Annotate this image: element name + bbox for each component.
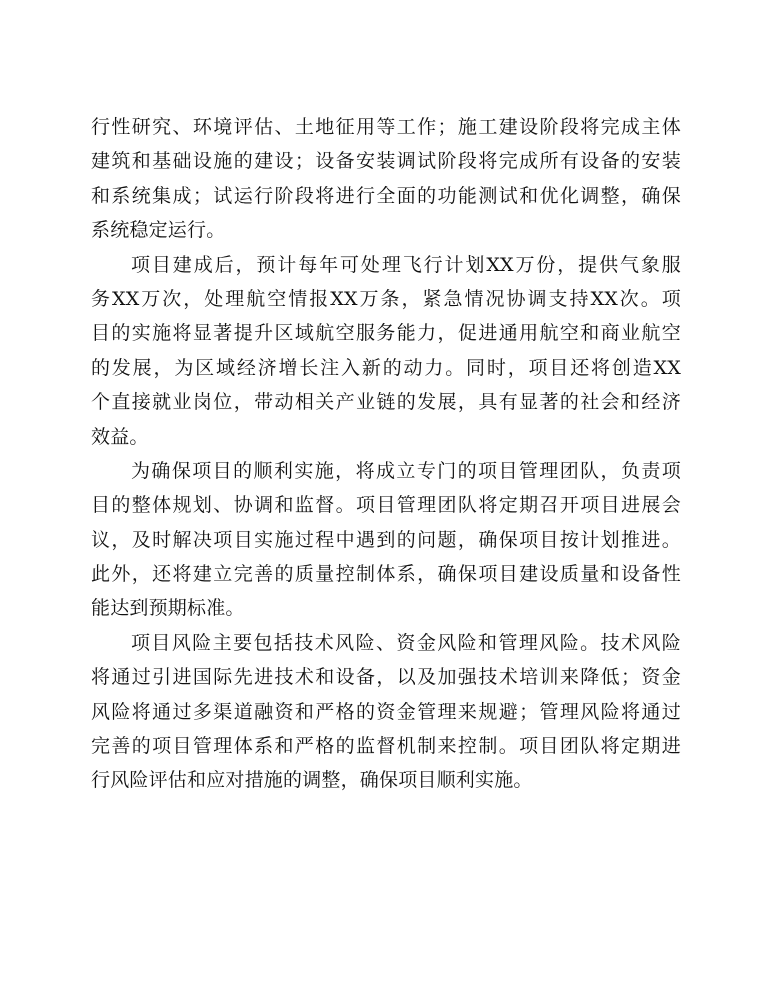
text-line: 建筑和基础设施的建设；设备安装调试阶段将完成所有设备的安装 <box>91 150 681 173</box>
text-line: 和系统集成；试运行阶段将进行全面的功能测试和优化调整，确保 <box>91 184 681 207</box>
text-line: 此外，还将建立完善的质量控制体系，确保项目建设质量和设备性 <box>91 563 681 586</box>
paragraph-4 <box>91 626 681 798</box>
text-line: 项目建成后，预计每年可处理飞行计划XX万份，提供气象服 <box>131 253 681 276</box>
text-line: 效益。 <box>91 425 149 448</box>
text-line: 行风险评估和应对措施的调整，确保项目顺利实施。 <box>91 769 533 792</box>
text-line: 目的整体规划、协调和监督。项目管理团队将定期召开项目进展会 <box>91 494 681 517</box>
paragraph-1 <box>91 110 681 248</box>
text-line: 的发展，为区域经济增长注入新的动力。同时，项目还将创造XX <box>91 356 681 379</box>
text-line: 将通过引进国际先进技术和设备，以及加强技术培训来降低；资金 <box>91 666 681 689</box>
text-line: 系统稳定运行。 <box>91 219 226 242</box>
text-line: 议，及时解决项目实施过程中遇到的问题，确保项目按计划推进。 <box>91 528 681 551</box>
text-line: 为确保项目的顺利实施，将成立专门的项目管理团队，负责项 <box>131 459 681 482</box>
paragraph-3 <box>91 454 681 626</box>
text-line: 完善的项目管理体系和严格的监督机制来控制。项目团队将定期进 <box>91 735 681 758</box>
text-line: 目的实施将显著提升区域航空服务能力，促进通用航空和商业航空 <box>91 322 681 345</box>
paragraph-2 <box>91 248 681 454</box>
text-line: 行性研究、环境评估、土地征用等工作；施工建设阶段将完成主体 <box>91 116 681 138</box>
document-page <box>91 110 681 798</box>
text-line: 能达到预期标准。 <box>91 597 245 620</box>
text-line: 个直接就业岗位，带动相关产业链的发展，具有显著的社会和经济 <box>91 391 681 414</box>
text-line: 项目风险主要包括技术风险、资金风险和管理风险。技术风险 <box>131 631 681 654</box>
text-line: 风险将通过多渠道融资和严格的资金管理来规避；管理风险将通过 <box>91 700 681 723</box>
text-line: 务XX万次，处理航空情报XX万条，紧急情况协调支持XX次。项 <box>91 287 681 310</box>
